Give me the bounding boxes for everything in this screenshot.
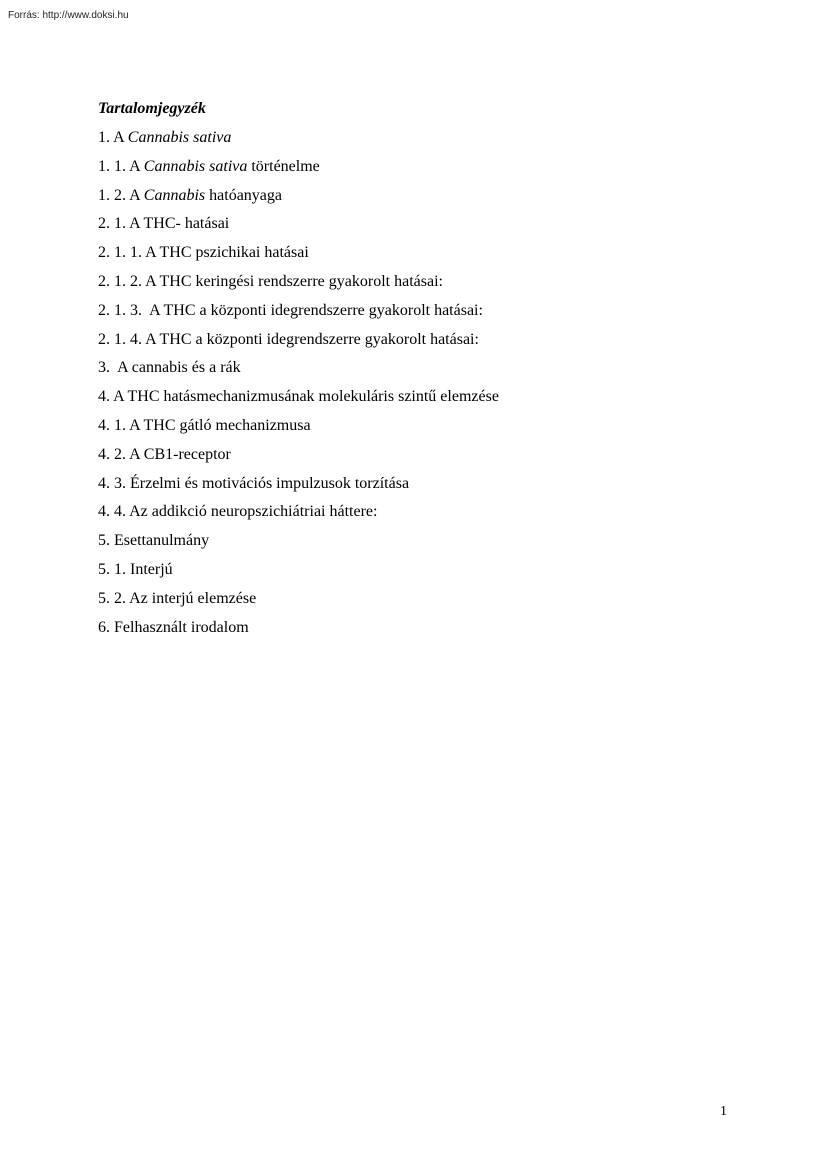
toc-entry-text: 4. A THC hatásmechanizmusának molekuláris szintű elemzése	[98, 388, 499, 406]
toc-entry-italic-text: Cannabis	[143, 186, 206, 204]
toc-entry-text: 1. 2. A	[98, 186, 144, 204]
toc-entry	[98, 126, 738, 155]
toc-entry	[98, 299, 738, 328]
toc-entry-text: 2. 1. A THC- hatásai	[98, 215, 230, 233]
toc-entry-text: 4. 2. A CB1-receptor	[98, 445, 231, 463]
toc-entry-text: 4. 1. A THC gátló mechanizmusa	[98, 416, 311, 434]
toc-entry-text: 4. 3. Érzelmi és motivációs impulzusok torzítása	[98, 474, 410, 492]
toc-entry-text: 2. 1. 2. A THC keringési rendszerre gyakorolt hatásai:	[98, 272, 443, 290]
toc-entry-text: történelme	[247, 157, 320, 175]
toc-entry-text: 5. 1. Interjú	[98, 560, 173, 578]
toc-entry	[98, 328, 738, 357]
toc-entry-text: hatóanyaga	[205, 186, 282, 204]
toc-entry	[98, 270, 738, 299]
toc-entry	[98, 184, 738, 213]
toc-entry-text: 6. Felhasznált irodalom	[98, 618, 249, 636]
toc-entry-text: 1. 1. A	[98, 157, 144, 175]
toc-entry	[98, 529, 738, 558]
toc-entry	[98, 155, 738, 184]
toc-entry	[98, 500, 738, 529]
toc-entry	[98, 587, 738, 616]
toc-entry	[98, 414, 738, 443]
toc-entry-text: 2. 1. 4. A THC a központi idegrendszerre gyakorolt hatásai:	[98, 330, 479, 348]
toc-entry-italic-text: Cannabis sativa	[127, 129, 232, 146]
toc-entry	[98, 443, 738, 472]
toc-entry-text: 3. A cannabis és a rák	[98, 359, 241, 377]
toc-entry	[98, 472, 738, 501]
toc-entry-italic-text: Cannabis sativa	[143, 157, 248, 175]
toc-entry-text: 4. 4. Az addikció neuropszichiátriai háttere:	[98, 503, 378, 521]
table-of-contents	[98, 97, 738, 644]
page-number: 1	[720, 1104, 727, 1119]
toc-entry	[98, 212, 738, 241]
toc-title: Tartalomjegyzék	[98, 100, 206, 117]
toc-entry	[98, 616, 738, 645]
toc-entry-text: 5. 2. Az interjú elemzése	[98, 589, 257, 607]
toc-list	[98, 126, 738, 644]
toc-entry-text: 1. A	[98, 129, 128, 146]
toc-entry-text: 2. 1. 3. A THC a központi idegrendszerre gyakorolt hatásai:	[98, 301, 483, 319]
toc-entry	[98, 241, 738, 270]
toc-entry	[98, 356, 738, 385]
source-line: Forrás: http://www.doksi.hu	[8, 10, 129, 21]
toc-entry	[98, 558, 738, 587]
toc-entry-text: 2. 1. 1. A THC pszichikai hatásai	[98, 244, 309, 262]
toc-entry-text: 5. Esettanulmány	[98, 532, 210, 550]
toc-entry	[98, 385, 738, 414]
